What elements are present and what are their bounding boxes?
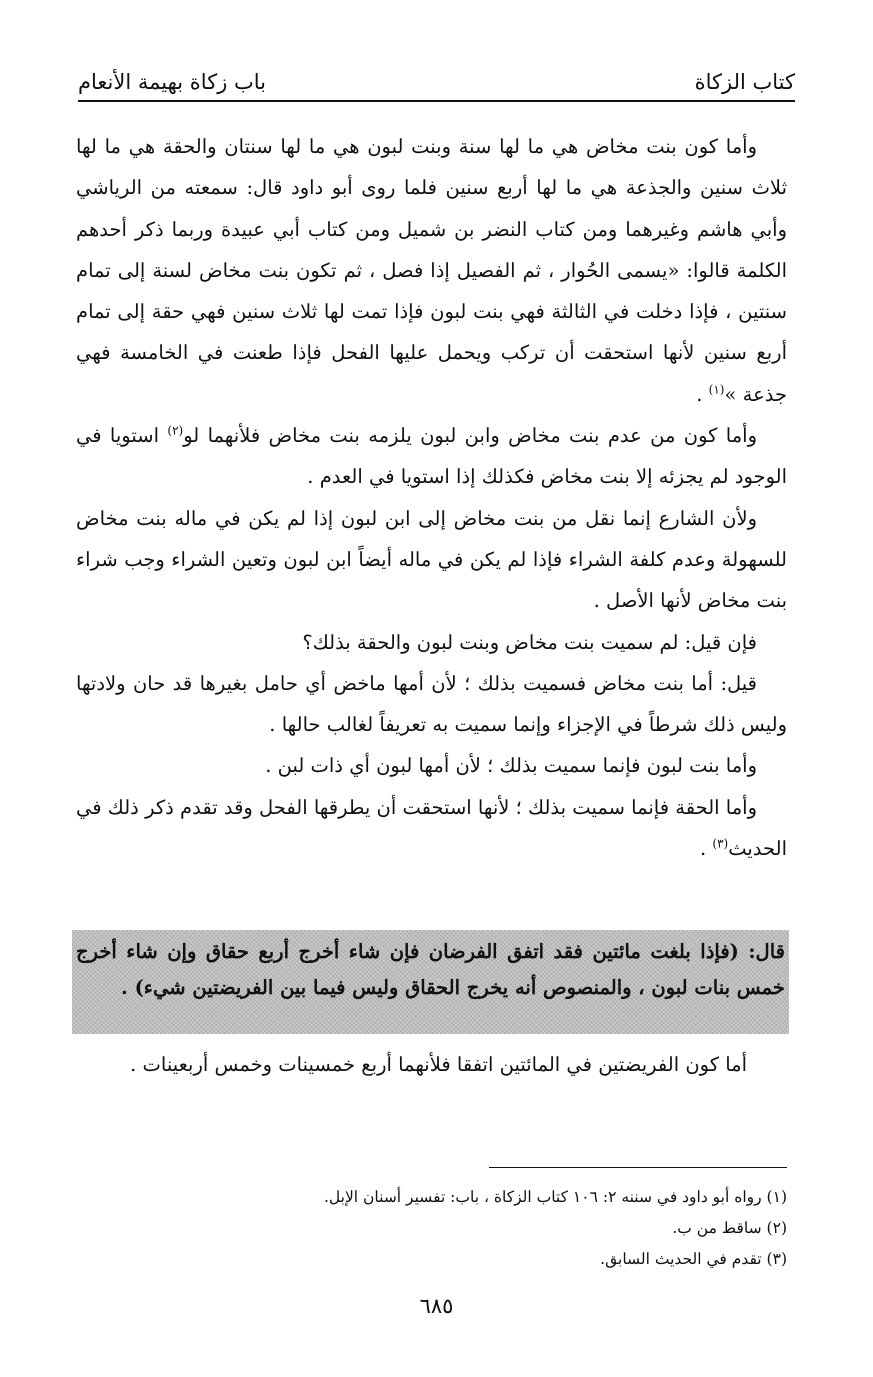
paragraph-answer-labun: وأما بنت لبون فإنما سميت بذلك ؛ لأن أمها لبون أي ذات لبن . [265, 754, 757, 778]
paragraph-two-hundred: أما كون الفريضتين في المائتين اتفقا فلأنهما أربع خمسينات وخمس أربعينات . [130, 1053, 747, 1076]
paragraph-ages [76, 126, 787, 415]
paragraph-answer-hiqqa [76, 787, 787, 870]
footnote-ref-3: (٣) [712, 836, 729, 851]
paragraph-hiqqa-tail: . [700, 837, 713, 861]
footnote-ref-1: (١) [708, 382, 725, 397]
paragraph-lacking-text: وأما كون من عدم بنت مخاض وابن لبون يلزمه بنت مخاض فلأنهما لو [183, 424, 758, 448]
paragraph-lacking-text-cont: استويا في الوجود لم يجزئه إلا بنت مخاض فكذلك إذا استويا في العدم . [76, 424, 787, 489]
footnotes [86, 1182, 787, 1275]
header-book-title: كتاب الزكاة [694, 70, 795, 94]
header-chapter-title: باب زكاة بهيمة الأنعام [78, 70, 267, 94]
footnote-2: (٢) ساقط من ب. [672, 1219, 787, 1237]
footnote-3: (٣) تقدم في الحديث السابق. [600, 1250, 787, 1268]
footnote-ref-2: (٢) [167, 423, 184, 438]
running-header [78, 52, 795, 102]
paragraph-answer-makhad: قيل: أما بنت مخاض فسميت بذلك ؛ لأن أمها ماخض أي حامل بغيرها قد حان ولادتها وليس ذلك شرطاً في الإجزاء وإنما سميت به تعريفاً لغالب حالها . [76, 671, 787, 737]
paragraph-hiqqa-text: وأما الحقة فإنما سميت بذلك ؛ لأنها استحقت أن يطرقها الفحل وقد تقدم ذكر ذلك في الحديث [76, 795, 787, 861]
paragraph-lawgiver: ولأن الشارع إنما نقل من بنت مخاض إلى ابن لبون إذا لم يكن في ماله بنت مخاض للسهولة وعدم كلفة الشراء فإذا لم يكن في ماله أيضاً ابن لبون وتعين الشراء وجب شراء بنت مخاض لأنها الأصل . [76, 506, 787, 613]
page-number: ٦٨٥ [419, 1294, 454, 1318]
main-text [76, 126, 787, 869]
paragraph-lacking [76, 415, 787, 498]
paragraph-ages-text: وأما كون بنت مخاض هي ما لها سنة وبنت لبون هي ما لها سنتان والحقة هي ما لها ثلاث سنين والجذعة هي ما لها أربع سنين فلما روى أبو داود قال: سمعته من الرياشي وأبي هاشم وغيرهما ومن كتاب النضر بن شميل ومن كتاب أبي عبيدة وربما ذكر أحدهم الكلمة قالوا: «يسمى الحُوار ، ثم الفصيل إذا فصل ، ثم تكون بنت مخاض لسنة إلى تمام سنتين ، فإذا دخلت في الثالثة فهي بنت لبون فإذا تمت لها ثلاث سنين فهي حقة إلى تمام أربع سنين لأنها استحقت أن تركب ويحمل عليها الفحل فإذا طعنت في الخامسة فهي جذعة » [76, 135, 787, 406]
footnote-divider [489, 1167, 787, 1168]
paragraph-question: فإن قيل: لم سميت بنت مخاض وبنت لبون والحقة بذلك؟ [302, 630, 757, 654]
paragraph-ages-tail: . [696, 382, 709, 406]
footnote-1: (١) رواه أبو داود في سننه ٢: ١٠٦ كتاب الزكاة ، باب: تفسير أسنان الإبل. [323, 1188, 787, 1206]
matn-quote-highlight: قال: (فإذا بلغت مائتين فقد اتفق الفرضان فإن شاء أخرج أربع حقاق وإن شاء أخرج خمس بنات لبون ، والمنصوص أنه يخرج الحقاق وليس فيما بين الفريضتين شيء) . [72, 930, 789, 1034]
